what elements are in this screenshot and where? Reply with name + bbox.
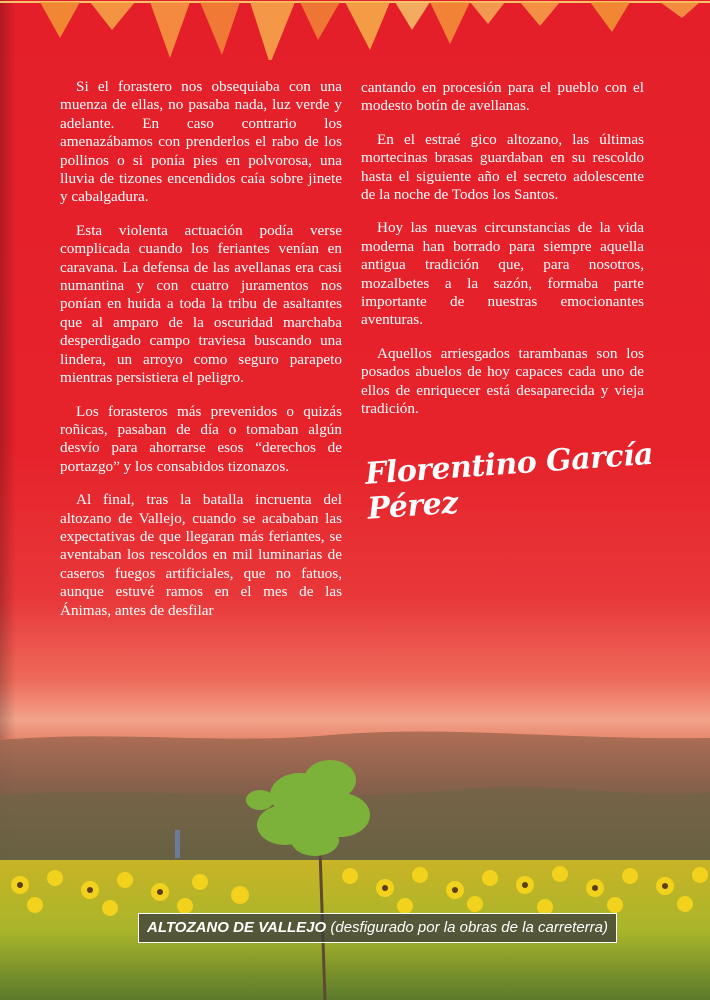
paragraph: Si el forastero nos obsequiaba con una muenza de ellas, no pasaba nada, luz verde y adelante. En caso contrario los amenazábamos con prenderlos el rabo de los pollinos o si ponía pies en polvorosa, una lluvia de tizones encendidos caía sobre jinete y cabalgadura.	[60, 78, 342, 206]
caption-note: (desfigurado por la obras de la carreterra)	[330, 919, 608, 936]
author-signature: Florentino García Pérez	[363, 436, 655, 527]
paragraph: Esta violenta actuación podía verse complicada cuando los feriantes venían en caravana. La defensa de las avellanas era casi numantina y con cuatro juramentos nos ponían en huida a toda la tribu de asaltantes que al amparo de la oscuridad marchaba desperdigado campo traviesa buscando una lindera, un arroyo como seguro parapeto mientras persistiera el peligro.	[60, 221, 342, 387]
paragraph: Hoy las nuevas circunstancias de la vida moderna han borrado para siempre aquella antigua tradición que, para nosotros, mozalbetes a la sazón, formaba parte importante de nuestras emocionantes aventuras.	[361, 219, 644, 329]
paragraph: Aquellos arriesgados tarambanas son los posados abuelos de hoy capaces cada uno de ellos de enriquecer está desaparecida y vieja tradición.	[361, 344, 644, 418]
paragraph: En el estraé gico altozano, las últimas mortecinas brasas guardaban en su rescoldo hasta el siguiente año el secreto adolescente de la noche de Todos los Santos.	[361, 130, 644, 204]
paragraph: cantando en procesión para el pueblo con el modesto botín de avellanas.	[361, 79, 644, 115]
bunting-decoration	[0, 0, 710, 60]
left-column	[60, 78, 342, 635]
photo-caption	[138, 913, 617, 943]
paragraph: Al final, tras la batalla incruenta del altozano de Vallejo, cuando se acababan las expectativas de que llegaran más feriantes, se aventaban los rescoldos en mil luminarias de caseros fuegos artificiales, que no fatuos, aunque estuvé ramos en el mes de las Ánimas, antes de desfilar	[60, 491, 342, 619]
caption-place-name: ALTOZANO DE VALLEJO	[147, 919, 327, 936]
sunflower-field-photo	[0, 700, 710, 1000]
right-column	[361, 79, 644, 434]
paragraph: Los forasteros más prevenidos o quizás roñicas, pasaban de día o tomaban algún desvío para ahorrarse esos “derechos de portazgo” y los consabidos tizonazos.	[60, 402, 342, 475]
